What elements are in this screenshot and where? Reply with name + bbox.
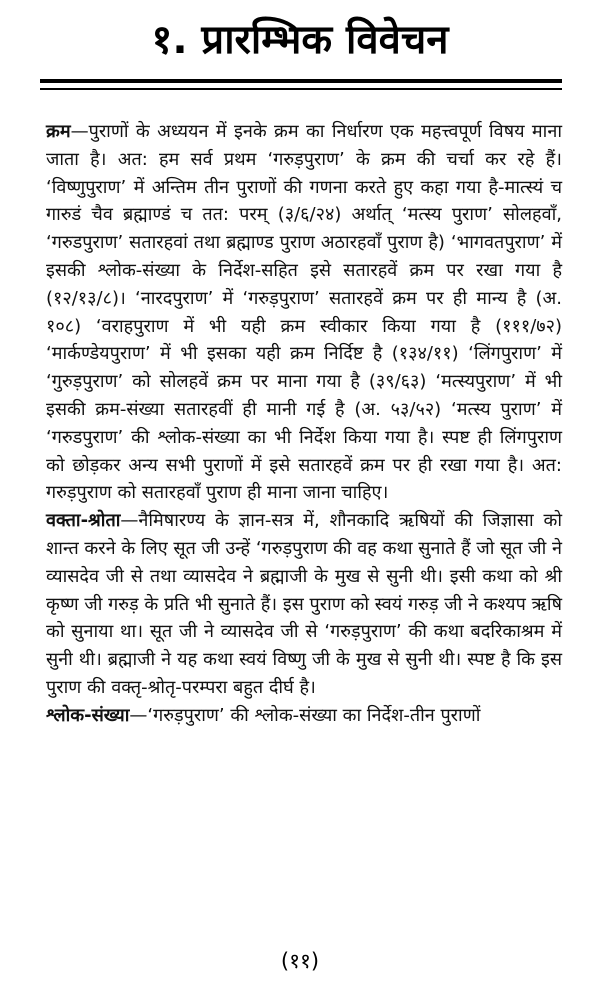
paragraph-shlok-sankhya	[46, 702, 562, 730]
chapter-title: १. प्रारम्भिक विवेचन	[151, 17, 449, 63]
paragraph-heading: वक्ता-श्रोता	[46, 510, 121, 532]
paragraph-heading: श्लोक-संख्या	[46, 704, 130, 726]
paragraph-text: —‘गरुड़पुराण’ की श्लोक-संख्या का निर्देश-तीन पुराणों	[129, 704, 481, 726]
title-rule-thin	[40, 88, 562, 90]
paragraph-vakta-shrota	[46, 507, 562, 702]
paragraph-heading: क्रम	[46, 121, 71, 142]
page-number: (११)	[280, 949, 320, 973]
body-text	[46, 118, 562, 730]
paragraph-text: —पुराणों के अध्ययन में इनके क्रम का निर्धारण एक महत्त्वपूर्ण विषय माना जाता है। अत: हम सर्व प्रथम ‘गरुड़पुराण’ के क्रम की चर्चा कर रहे हैं। ‘विष्णुपुराण’ में अन्तिम तीन पुराणों की गणना करते हुए कहा गया है-मात्स्यं च गारुडं चैव ब्रह्माण्डं च तत: परम् (३/६/२४) अर्थात् ‘मत्स्य पुराण’ सोलहवाँ, ‘गरुडपुराण’ सतारहवां तथा ब्रह्माण्ड पुराण अठारहवाँ पुराण है) ‘भागवतपुराण’ में इसकी श्लोक-संख्या के निर्देश-सहित इसे सतारहवें क्रम पर रखा गया है (१२/१३/८)। ‘नारदपुराण’ में ‘गरुड़पुराण’ सतारहवें क्रम पर ही मान्य है (अ. १०८) ‘वराहपुराण में भी यही क्रम स्वीकार किया गया है (१११/७२) ‘मार्कण्डेयपुराण’ में भी इसका यही क्रम निर्दिष्ट है (१३४/११) ‘लिंगपुराण’ में ‘गुरुड़पुराण’ को सोलहवें क्रम पर माना गया है (३९/६३) ‘मत्स्यपुराण’ में भी इसकी क्रम-संख्या सतारहवीं ही मानी गई है (अ. ५३/५२) ‘मत्स्य पुराण’ में ‘गरुडपुराण’ की श्लोक-संख्या का भी निर्देश किया गया है। स्पष्ट ही लिंगपुराण को छोड़कर अन्य सभी पुराणों में इसे सतारहवें क्रम पर ही रखा गया है। अत: गरुड़पुराण को सतारहवाँ पुराण ही माना जाना चाहिए।	[46, 121, 562, 504]
paragraph-text: —नैमिषारण्य के ज्ञान-सत्र में, शौनकादि ऋषियों की जिज्ञासा को शान्त करने के लिए सूत जी उन्हें ‘गरुड़पुराण की वह कथा सुनाते हैं जो सूत जी ने व्यासदेव जी से तथा व्यासदेव ने ब्रह्माजी के मुख से सुनी थी। इसी कथा को श्री कृष्ण जी गरुड़ के प्रति भी सुनाते हैं। इस पुराण को स्वयं गरुड़ जी ने कश्यप ऋषि को सुनाया था। सूत जी ने व्यासदेव जी से ‘गरुड़पुराण’ की कथा बदरिकाश्रम में सुनी थी। ब्रह्माजी ने यह कथा स्वयं विष्णु जी के मुख से सुनी थी। स्पष्ट है कि इस पुराण की वक्तृ-श्रोतृ-परम्परा बहुत दीर्घ है।	[46, 510, 562, 698]
paragraph-kram	[46, 118, 562, 507]
title-rule-thick	[40, 79, 562, 83]
